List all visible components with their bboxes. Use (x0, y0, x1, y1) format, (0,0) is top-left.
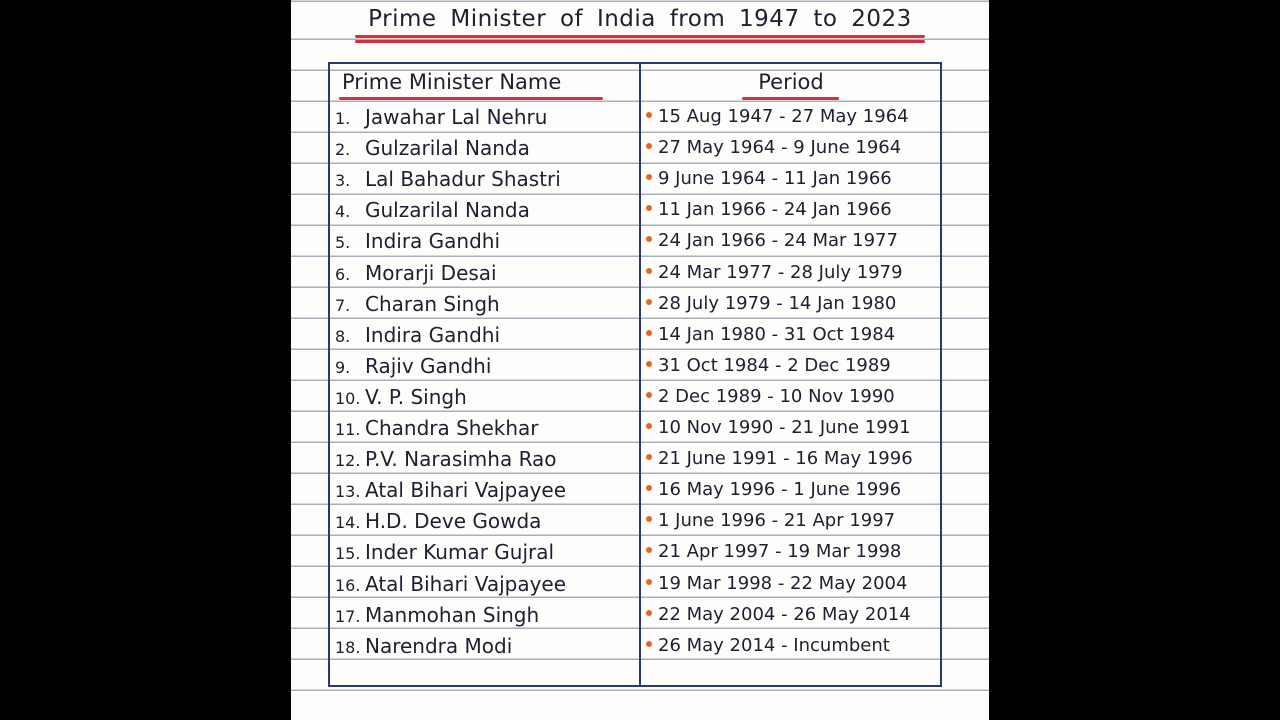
table-row (291, 416, 989, 447)
pm-name: Atal Bihari Vajpayee (365, 571, 567, 596)
period-cell (646, 572, 907, 596)
period-text: 2 Dec 1989 - 10 Nov 1990 (658, 385, 895, 407)
bullet-icon (646, 423, 652, 429)
period-text: 15 Aug 1947 - 27 May 1964 (658, 106, 909, 127)
pm-name: Gulzarilal Nanda (365, 136, 530, 161)
bullet-icon (646, 516, 652, 522)
bullet-icon (646, 143, 652, 149)
pm-name-cell (335, 572, 566, 598)
period-text: 10 Nov 1990 - 21 June 1991 (658, 417, 911, 438)
table-row (291, 105, 989, 136)
table-row (291, 572, 989, 603)
period-text: 1 June 1996 - 21 Apr 1997 (658, 510, 896, 532)
bullet-icon (646, 205, 652, 211)
table-row (291, 198, 989, 229)
row-number: 11. (335, 420, 361, 439)
title-underline-2 (355, 40, 925, 43)
period-cell (646, 323, 895, 347)
period-cell (646, 416, 911, 440)
period-cell (646, 292, 896, 316)
period-cell (646, 354, 891, 378)
row-number: 2. (335, 140, 351, 160)
pm-name: Indira Gandhi (365, 322, 501, 347)
row-number: 13. (335, 482, 361, 502)
period-cell (646, 385, 895, 409)
period-cell (646, 478, 901, 502)
period-cell (646, 105, 909, 129)
period-cell (646, 603, 911, 627)
period-cell (646, 634, 890, 658)
period-cell (646, 198, 892, 222)
pm-name: Atal Bihari Vajpayee (365, 478, 567, 503)
period-text: 26 May 2014 - Incumbent (658, 634, 890, 656)
pm-name: Jawahar Lal Nehru (365, 105, 548, 129)
table-row (291, 385, 989, 416)
row-number: 8. (335, 326, 351, 346)
table-row (291, 634, 989, 665)
pm-name-cell (335, 354, 491, 380)
table-row (291, 261, 989, 292)
period-cell (646, 229, 898, 253)
table-row (291, 323, 989, 354)
pm-name: Narendra Modi (365, 633, 513, 658)
bullet-icon (646, 268, 652, 274)
pm-name-cell (335, 292, 500, 318)
pm-name: Indira Gandhi (365, 229, 501, 254)
period-cell (646, 509, 895, 533)
period-text: 19 Mar 1998 - 22 May 2004 (658, 572, 908, 594)
bullet-icon (646, 299, 652, 305)
pm-name: Lal Bahadur Shastri (365, 167, 561, 192)
title-underline-1 (355, 35, 925, 38)
bullet-icon (646, 641, 652, 647)
pm-name-cell (335, 540, 554, 566)
table-row (291, 167, 989, 198)
pm-name-cell (335, 447, 557, 473)
table-row (291, 354, 989, 385)
period-cell (646, 447, 913, 471)
row-number: 18. (335, 637, 361, 657)
header-period: Period (758, 70, 824, 94)
row-number: 16. (335, 575, 361, 595)
bullet-icon (646, 361, 652, 367)
notebook-page (291, 0, 989, 720)
period-cell (646, 136, 901, 160)
row-number: 4. (335, 202, 351, 222)
period-cell (646, 540, 901, 564)
pm-name-cell (335, 634, 512, 660)
period-text: 24 Jan 1966 - 24 Mar 1977 (658, 230, 898, 252)
table-row (291, 540, 989, 571)
pm-name: Chandra Shekhar (365, 416, 539, 440)
bullet-icon (646, 174, 652, 180)
pm-name-cell (335, 261, 497, 287)
table-row (291, 478, 989, 509)
row-number: 7. (335, 295, 351, 315)
row-number: 3. (335, 171, 351, 191)
header-period-underline (742, 97, 839, 100)
pm-name: Rajiv Gandhi (365, 353, 492, 378)
row-number: 1. (335, 109, 351, 128)
period-text: 11 Jan 1966 - 24 Jan 1966 (658, 199, 892, 221)
period-text: 24 Mar 1977 - 28 July 1979 (658, 261, 903, 283)
bullet-icon (646, 392, 652, 398)
pm-name: Gulzarilal Nanda (365, 198, 530, 223)
pm-name: Manmohan Singh (365, 602, 540, 627)
pm-name: Morarji Desai (365, 260, 497, 285)
period-text: 16 May 1996 - 1 June 1996 (658, 479, 902, 501)
bullet-icon (646, 454, 652, 460)
bullet-icon (646, 610, 652, 616)
period-text: 31 Oct 1984 - 2 Dec 1989 (658, 354, 891, 376)
pm-name-cell (335, 385, 467, 411)
row-number: 15. (335, 544, 361, 564)
pm-name-cell (335, 167, 561, 193)
pm-name-cell (335, 416, 539, 442)
bullet-icon (646, 579, 652, 585)
table-row (291, 603, 989, 634)
pm-name-cell (335, 323, 500, 349)
pm-name: H.D. Deve Gowda (365, 509, 542, 534)
page-title: Prime Minister of India from 1947 to 2023 (368, 6, 912, 32)
period-text: 21 Apr 1997 - 19 Mar 1998 (658, 541, 902, 563)
table-row (291, 292, 989, 323)
pm-name: Charan Singh (365, 291, 500, 316)
bullet-icon (646, 112, 652, 118)
table-row (291, 229, 989, 260)
bullet-icon (646, 330, 652, 336)
period-cell (646, 261, 903, 285)
row-number: 10. (335, 388, 361, 408)
row-number: 17. (335, 606, 361, 626)
table-row (291, 447, 989, 478)
period-text: 22 May 2004 - 26 May 2014 (658, 603, 911, 625)
period-text: 9 June 1964 - 11 Jan 1966 (658, 168, 892, 190)
table-row (291, 136, 989, 167)
bullet-icon (646, 547, 652, 553)
pm-name: Inder Kumar Gujral (365, 540, 555, 565)
bullet-icon (646, 485, 652, 491)
pm-name-cell (335, 478, 566, 504)
pm-name-cell (335, 229, 500, 255)
period-text: 21 June 1991 - 16 May 1996 (658, 448, 913, 470)
period-text: 14 Jan 1980 - 31 Oct 1984 (658, 323, 896, 345)
row-number: 9. (335, 357, 351, 377)
row-number: 5. (335, 233, 351, 253)
bullet-icon (646, 236, 652, 242)
period-text: 28 July 1979 - 14 Jan 1980 (658, 292, 897, 314)
row-number: 12. (335, 451, 361, 471)
pm-name-cell (335, 509, 541, 535)
row-number: 14. (335, 513, 361, 533)
period-cell (646, 167, 892, 191)
pm-name: V. P. Singh (365, 384, 467, 409)
pm-name-cell (335, 603, 539, 629)
pm-name-cell (335, 105, 547, 131)
pm-name-cell (335, 136, 530, 162)
pm-name-cell (335, 198, 530, 224)
table-row (291, 509, 989, 540)
row-number: 6. (335, 264, 351, 284)
header-name-underline (339, 97, 603, 100)
header-name: Prime Minister Name (342, 70, 562, 94)
period-text: 27 May 1964 - 9 June 1964 (658, 137, 902, 159)
pm-name: P.V. Narasimha Rao (365, 447, 557, 472)
